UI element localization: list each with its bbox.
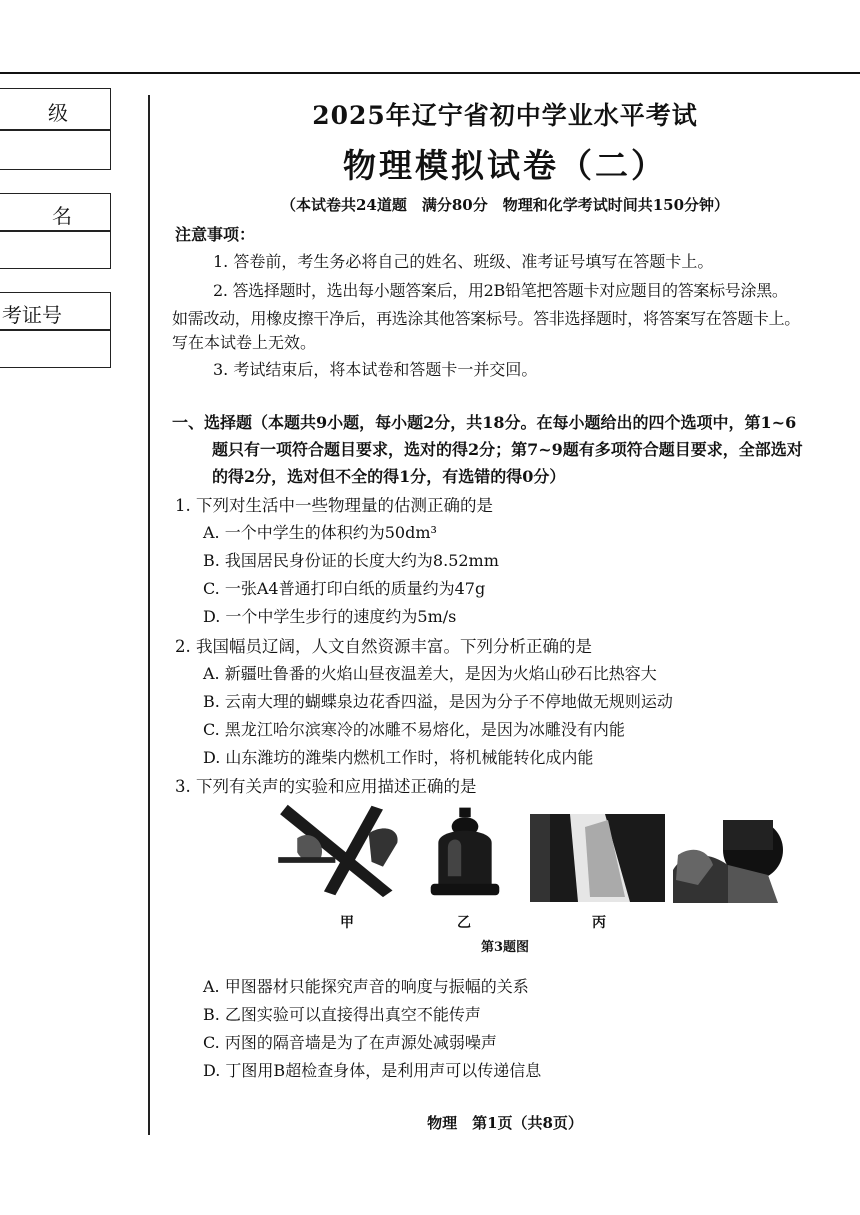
notice-item-3: 3. 考试结束后，将本试卷和答题卡一并交回。 (213, 360, 538, 379)
q3-option-d: D. 丁图用B超检查身体，是利用声可以传递信息 (203, 1061, 542, 1080)
exam-no-label: 考证号 (2, 303, 62, 327)
figure-ding-b-ultrasound (668, 810, 783, 910)
q2-option-d: D. 山东潍坊的潍柴内燃机工作时，将机械能转化成内能 (203, 748, 594, 767)
section1-desc-line3: 的得2分，选对但不全的得1分，有选错的得0分） (212, 467, 566, 486)
exam-no-box-divider (0, 329, 110, 331)
exam-title: 2025年辽宁省初中学业水平考试 (312, 101, 698, 130)
q1-stem: 1. 下列对生活中一些物理量的估测正确的是 (175, 496, 493, 515)
figure-label-jia: 甲 (340, 915, 354, 931)
q3-option-c: C. 丙图的隔音墙是为了在声源处减弱噪声 (203, 1033, 497, 1052)
notice-item-1: 1. 答卷前，考生务必将自己的姓名、班级、准考证号填写在答题卡上。 (213, 252, 714, 271)
page-footer: 物理 第1页（共8页） (427, 1114, 583, 1132)
figure-caption: 第3题图 (480, 940, 530, 955)
figure-jia-ruler (275, 800, 410, 900)
binding-line (148, 95, 150, 1135)
figure-label-bing: 丙 (592, 915, 606, 931)
q1-option-a: A. 一个中学生的体积约为50dm³ (203, 523, 437, 542)
notice-item-2-end: 写在本试卷上无效。 (172, 333, 317, 352)
notice-heading: 注意事项： (175, 225, 256, 244)
paper-meta: （本试卷共24道题 满分80分 物理和化学考试时间共150分钟） (280, 196, 730, 214)
name-label: 名 (52, 204, 72, 228)
figure-yi-bell-jar (425, 800, 505, 900)
q1-option-b: B. 我国居民身份证的长度大约为8.52mm (203, 551, 499, 570)
section1-desc-line1: 一、选择题（本题共9小题，每小题2分，共18分。在每小题给出的四个选项中，第1~6 (172, 413, 797, 432)
q1-option-d: D. 一个中学生步行的速度约为5m/s (203, 607, 457, 626)
exam-no-box (0, 292, 111, 368)
q2-option-c: C. 黑龙江哈尔滨寒冷的冰雕不易熔化，是因为冰雕没有内能 (203, 720, 625, 739)
q2-stem: 2. 我国幅员辽阔，人文自然资源丰富。下列分析正确的是 (175, 637, 592, 656)
q3-option-b: B. 乙图实验可以直接得出真空不能传声 (203, 1005, 481, 1024)
notice-item-2: 2. 答选择题时，选出每小题答案后，用2B铅笔把答题卡对应题目的答案标号涂黑。 (213, 281, 788, 300)
q2-option-a: A. 新疆吐鲁番的火焰山昼夜温差大，是因为火焰山砂石比热容大 (203, 664, 657, 683)
paper-title: 物理模拟试卷（二） (343, 146, 667, 185)
name-box-divider (0, 230, 110, 232)
q3-stem: 3. 下列有关声的实验和应用描述正确的是 (175, 777, 477, 796)
q2-option-b: B. 云南大理的蝴蝶泉边花香四溢，是因为分子不停地做无规则运动 (203, 692, 673, 711)
figure-label-yi: 乙 (457, 915, 471, 931)
class-label: 级 (48, 101, 68, 125)
top-rule (0, 72, 860, 74)
q1-option-c: C. 一张A4普通打印白纸的质量约为47g (203, 579, 486, 598)
section1-desc-line2: 题只有一项符合题目要求，选对的得2分；第7~9题有多项符合题目要求，全部选对 (212, 440, 803, 459)
q3-option-a: A. 甲图器材只能探究声音的响度与振幅的关系 (203, 977, 529, 996)
notice-item-2-cont: 如需改动，用橡皮擦干净后，再选涂其他答案标号。答非选择题时，将答案写在答题卡上。 (172, 309, 801, 328)
figure-bing-sound-barrier (530, 802, 665, 902)
